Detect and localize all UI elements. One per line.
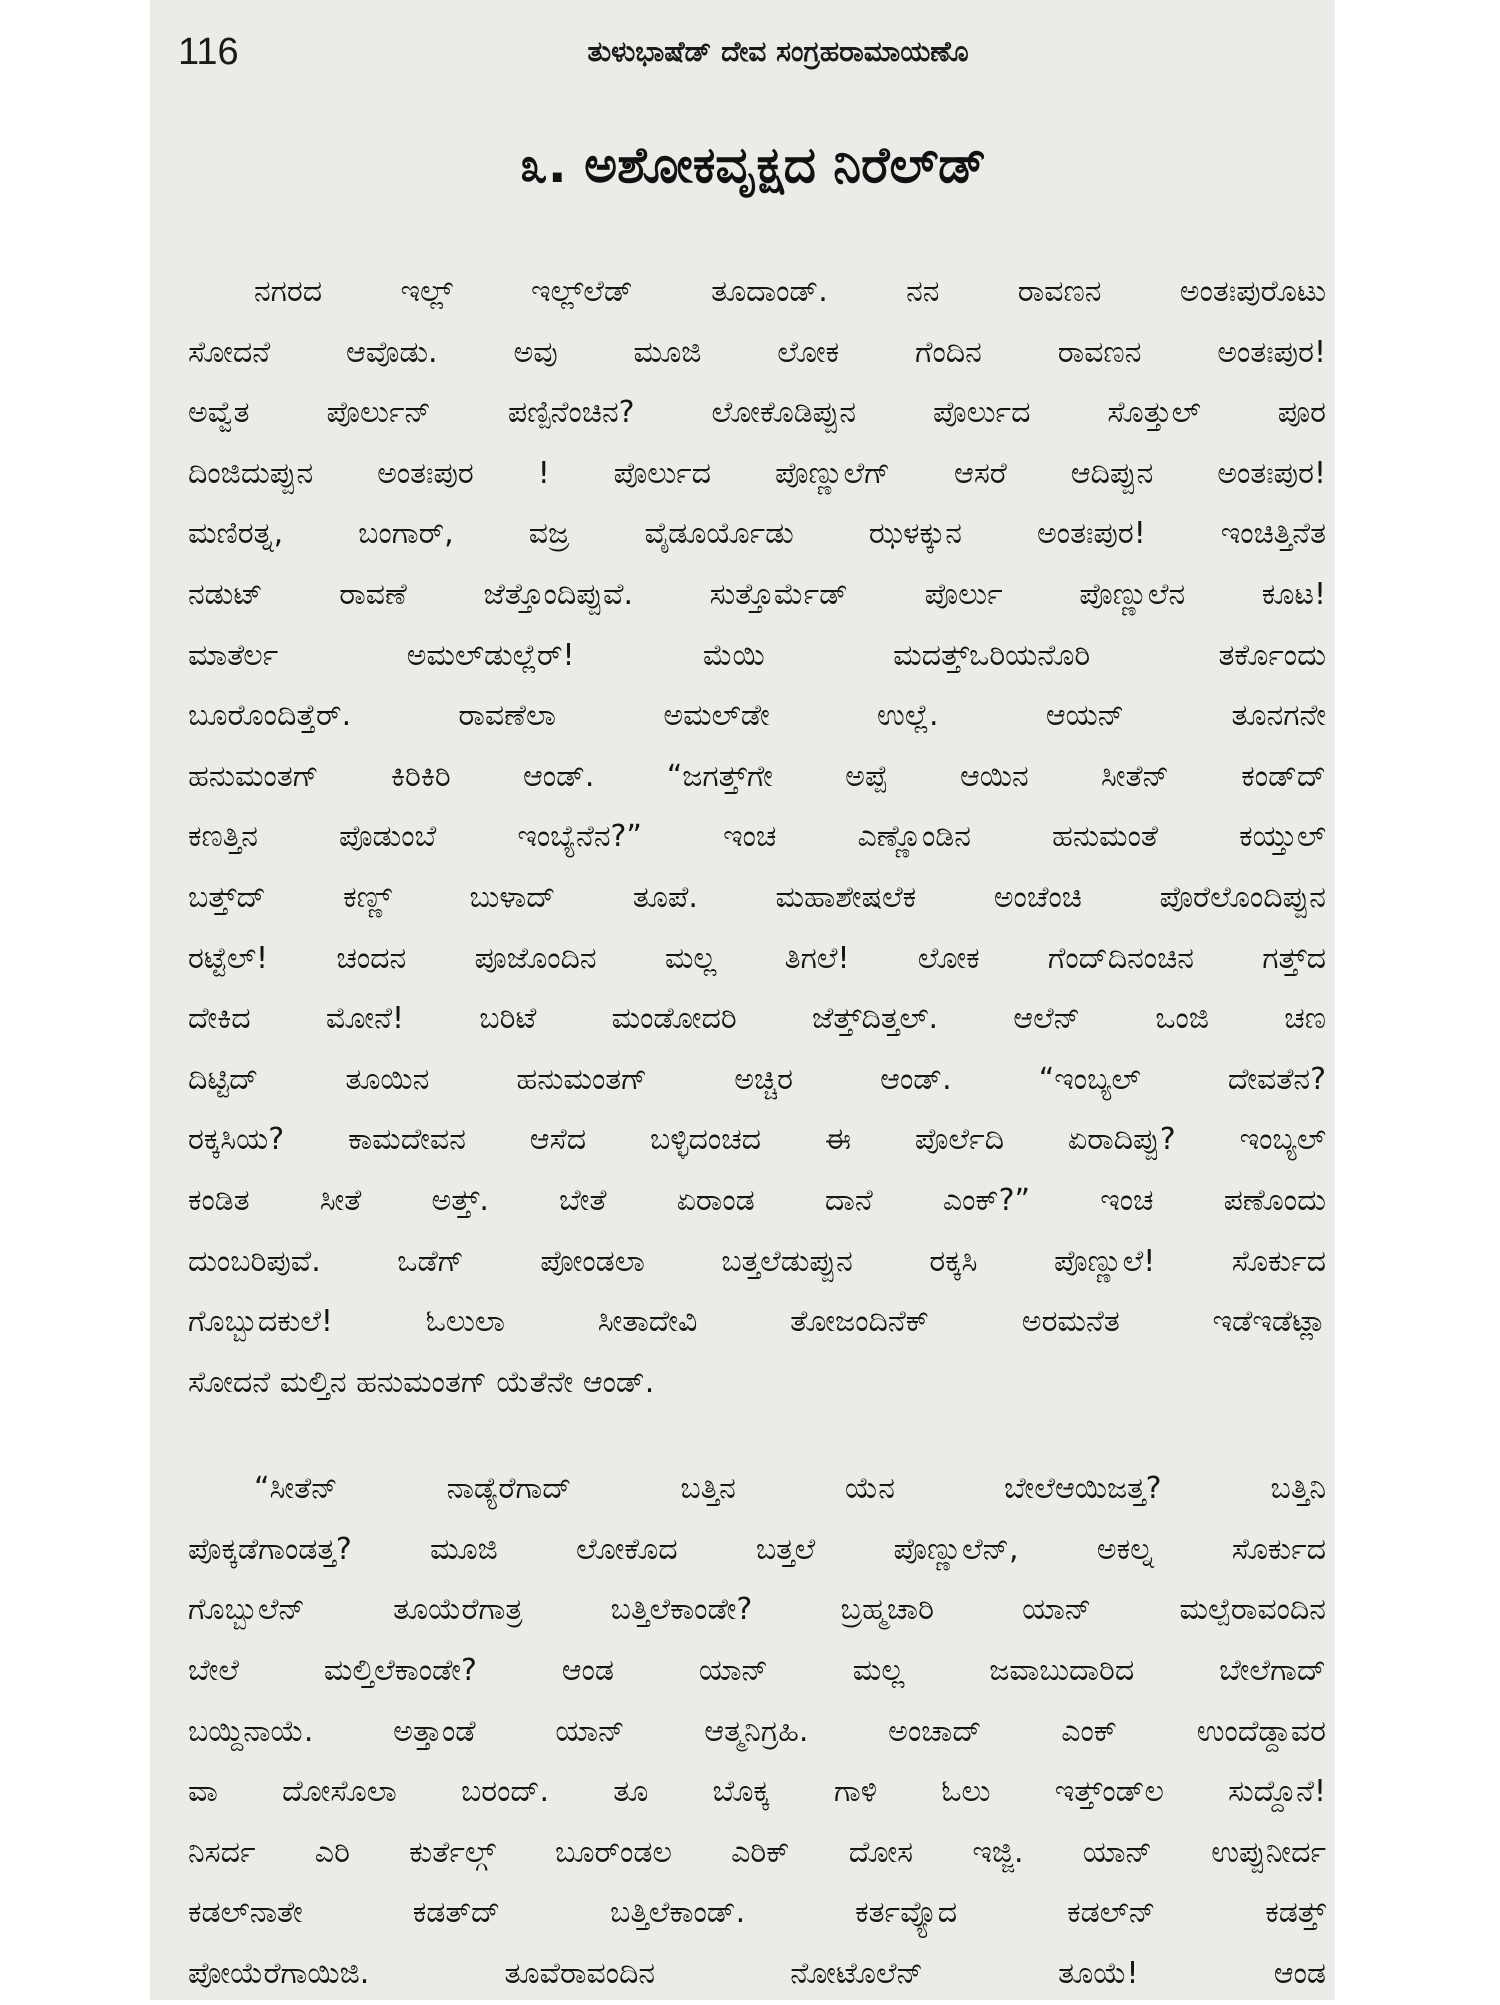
text-line: ಗೊಬ್ಬುದಕುಲೆ! ಓಲುಲಾ ಸೀತಾದೇವಿ ತೋಜಂದಿನೆಕ್ ಅರಮನೆತ ಇಡೆಇಡೆಟ್ಲಾ <box>188 1304 1326 1340</box>
paragraph-1 <box>188 262 1326 1413</box>
text-line: ಕಡಲ್‌ನಾತೇ ಕಡತ್‌ದ್ ಬತ್ತಿಲೆಕಾಂಡ್. ಕರ್ತವ್ಯೊದ ಕಡಲ್‌ನ್ ಕಡತ್ತ್ <box>188 1895 1326 1931</box>
text-line: ಸೋದನೆ ಮಲ್ತಿನ ಹನುಮಂತಗ್ ಯೆತೆನೇ ಆಂಡ್. <box>188 1364 655 1400</box>
text-line: ನಿಸರ್ದ ಎರಿ ಕುರ್ತೆಲ್ಗ್ ಬೂರ್‌ಂಡಲ ಎರಿಕ್ ದೋಸ ಇಜ್ಜಿ. ಯಾನ್ ಉಪ್ಪುನೀರ್ದ <box>188 1834 1326 1870</box>
text-line: ರಕ್ಕಸಿಯ? ಕಾಮದೇವನ ಆಸೆದ ಬಳ್ಳಿದಂಚದ ಈ ಪೊರ್ಲೆದಿ ಏರಾದಿಪ್ಪು? ಇಂಬ್ಯಲ್ <box>188 1122 1326 1158</box>
text-line: ಬಯ್ದಿನಾಯೆ. ಅತ್ತಾಂಡೆ ಯಾನ್ ಆತ್ಮನಿಗ್ರಹಿ. ಅಂಚಾದ್ ಎಂಕ್ ಉಂದೆಡ್ದಾವರ <box>188 1713 1326 1749</box>
text-line: “ಸೀತೆನ್ ನಾಡ್ಯೆರೆಗಾದ್ ಬತ್ತಿನ ಯೆನ ಬೇಲೆಆಯಿಜತ್ತ? ಬತ್ತಿನಿ <box>254 1471 1326 1507</box>
text-line: ನಗರದ ಇಲ್ಲ್ ಇಲ್ಲ್‌ಲೆಡ್ ತೂದಾಂಡ್. ನನ ರಾವಣನ ಅಂತಃಪುರೊಟು <box>254 274 1326 309</box>
text-line: ಪೋಯೆರೆಗಾಯಿಜಿ. ತೂವೆರಾವಂದಿನ ನೋಟೊಲೆನ್ ತೂಯೆ! ಆಂಡ <box>188 1956 1326 1992</box>
text-line: ಹನುಮಂತಗ್ ಕಿರಿಕಿರಿ ಆಂಡ್. “ಜಗತ್ತ್‌ಗೇ ಅಪ್ಪೆ ಆಯಿನ ಸೀತೆನ್ ಕಂಡ್‌ದ್ <box>188 758 1326 794</box>
text-line: ಪೊಕ್ಕಡೆಗಾಂಡತ್ತ? ಮೂಜಿ ಲೋಕೊದ ಬತ್ತಲೆ ಪೊಣ್ಣುಲೆನ್, ಅಕಲ್ನ ಸೊರ್ಕುದ <box>188 1531 1326 1567</box>
text-line: ಕಂಡಿತ ಸೀತೆ ಅತ್ತ್. ಬೇತೆ ಏರಾಂಡ ದಾನೆ ಎಂಕ್?” ಇಂಚ ಪಣೊಂದು <box>188 1182 1326 1218</box>
text-line: ಮಾತೆರ್ಲ ಅಮಲ್‌ಡುಲ್ಲೆರ್! ಮೆಯಿ ಮದತ್ತ್‌ಒರಿಯನೊರಿ ತರ್ಕೊಂದು <box>188 637 1326 673</box>
text-line: ಬತ್ತ್‌ದ್ ಕಣ್ಣ್ ಬುಳಾದ್ ತೂಪೆ. ಮಹಾಶೇಷಲೆಕ ಅಂಚೆಂಚಿ ಪೊರೆಲೊಂದಿಪ್ಪುನ <box>188 879 1326 915</box>
page-header <box>178 22 1328 82</box>
text-line: ದುಂಬರಿಪುವೆ. ಒಡೆಗ್ ಪೋಂಡಲಾ ಬತ್ತಲೆಡುಪ್ಪುನ ರಕ್ಕಸಿ ಪೊಣ್ಣುಲೆ! ಸೊರ್ಕುದ <box>188 1243 1326 1279</box>
text-line: ದಿಟ್ಟಿದ್ ತೂಯಿನ ಹನುಮಂತಗ್ ಅಚ್ಚಿರ ಆಂಡ್. “ಇಂಬ್ಯಲ್ ದೇವತೆನ? <box>188 1061 1326 1097</box>
text-line: ಸೋದನೆ ಆವೊಡು. ಅವು ಮೂಜಿ ಲೋಕ ಗೆಂದಿನ ರಾವಣನ ಅಂತಃಪುರ! <box>188 334 1326 370</box>
text-line: ದೇಕಿದ ಮೋನೆ! ಬರಿಟೆ ಮಂಡೋದರಿ ಜೆತ್ತ್‌ದಿತ್ತಲ್. ಆಲೆನ್ ಒಂಜಿ ಚಣ <box>188 1001 1326 1037</box>
text-line: ಬೇಲೆ ಮಲ್ತಿಲೆಕಾಂಡೇ? ಆಂಡ ಯಾನ್ ಮಲ್ಲ ಜವಾಬುದಾರಿದ ಬೇಲೆಗಾದ್ <box>188 1653 1326 1689</box>
text-line: ಅವ್ವೆತ ಪೊರ್ಲುನ್ ಪಣ್ಪಿನೆಂಚಿನ? ಲೋಕೊಡಿಪ್ಪುನ ಪೊರ್ಲುದ ಸೊತ್ತುಲ್ ಪೂರ <box>188 395 1326 431</box>
text-line: ಮಣಿರತ್ನ, ಬಂಗಾರ್, ವಜ್ರ ವೈಡೂರ್ಯೊಡು ಝಳಕ್ಕುನ ಅಂತಃಪುರ! ಇಂಚಿತ್ತಿನೆತ <box>188 516 1326 552</box>
text-line: ದಿಂಜಿದುಪ್ಪುನ ಅಂತಃಪುರ ! ಪೊರ್ಲುದ ಪೊಣ್ಣುಲೆಗ್ ಆಸರೆ ಆದಿಪ್ಪುನ ಅಂತಃಪುರ! <box>188 455 1326 491</box>
body-text <box>188 262 1326 2005</box>
text-line: ಬೂರೊಂದಿತ್ತೆರ್. ರಾವಣೆಲಾ ಅಮಲ್‌ಡೇ ಉಲ್ಲೆ. ಆಯನ್ ತೂನಗನೇ <box>188 698 1326 734</box>
page-number: 116 <box>178 31 239 73</box>
text-line: ನಡುಟ್ ರಾವಣೆ ಜೆತ್ತೊಂದಿಪ್ಪುವೆ. ಸುತ್ತೊರ್ಮೆಡ್ ಪೊರ್ಲು ಪೊಣ್ಣುಲೆನ ಕೂಟ! <box>188 576 1326 612</box>
text-line: ರಟ್ಟೆಲ್! ಚಂದನ ಪೂಜೊಂದಿನ ಮಲ್ಲ ತಿಗಲೆ! ಲೋಕ ಗೆಂದ್‌ದಿನಂಚಿನ ಗತ್ತ್‌ದ <box>188 940 1326 976</box>
paragraph-2 <box>188 1459 1326 2004</box>
paragraph-gap <box>188 1413 1326 1459</box>
chapter-title: ೩. ಅಶೋಕವೃಕ್ಷದ ನಿರೆಲ್‌ಡ್ <box>519 136 987 194</box>
text-line: ವಾ ದೋಸೊಲಾ ಬರಂದ್. ತೂ ಬೊಕ್ಕ ಗಾಳಿ ಓಲು ಇತ್ತ್‌ಂಡ್‌ಲ ಸುದ್ದೊನೆ! <box>188 1774 1326 1810</box>
text-line: ಕಣತ್ತಿನ ಪೊಡುಂಬೆ ಇಂಬ್ಯೆನೆನ?” ಇಂಚ ಎಣ್ಣೊಂಡಿನ ಹನುಮಂತೆ ಕಯ್ತುಲ್ <box>188 819 1326 855</box>
text-line: ಗೊಬ್ಬುಲೆನ್ ತೂಯೆರೆಗಾತ್ರ ಬತ್ತಿಲೆಕಾಂಡೇ? ಬ್ರಹ್ಮಚಾರಿ ಯಾನ್ ಮಲ್ಪೆರಾವಂದಿನ <box>188 1592 1326 1628</box>
running-head-title: ತುಳುಭಾಷೆಡ್ ದೇವ ಸಂಗ್ರಹರಾಮಾಯಣೊ <box>587 35 969 68</box>
